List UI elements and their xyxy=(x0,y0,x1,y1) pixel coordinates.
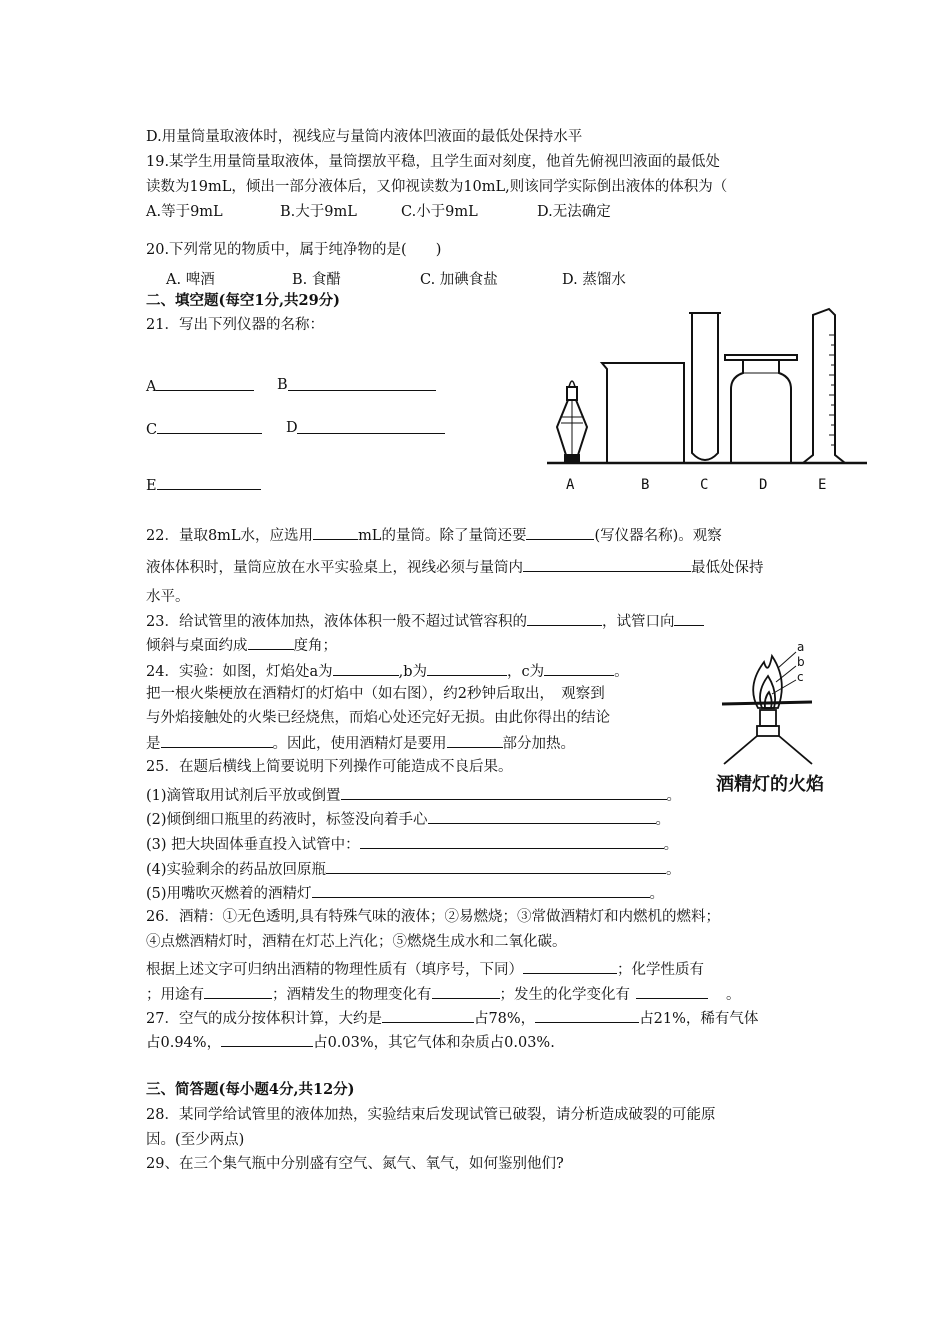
q27-line1 xyxy=(146,1007,758,1029)
q19-option-a: A.等于9mL xyxy=(146,204,223,220)
q24-line3: 与外焰接触处的火柴已经烧焦，而焰心处还完好无损。由此你得出的结论 xyxy=(146,710,610,726)
q29: 29、在三个集气瓶中分别盛有空气、氮气、氧气，如何鉴别他们? xyxy=(146,1156,564,1172)
flame-label-a: a xyxy=(797,640,805,654)
q22-text-3: (写仪器名称)。观察 xyxy=(594,528,722,544)
q26-text-3: ；用途有 xyxy=(146,987,204,1003)
flame-label-c: c xyxy=(797,670,804,684)
section-2-heading: 二、填空题(每空1分,共29分) xyxy=(146,292,341,309)
q27-text-5: 占0.03%，其它气体和杂质占0.03%. xyxy=(313,1035,555,1051)
q26-text-5: ；发生的化学变化有 xyxy=(499,987,630,1003)
flame-caption: 酒精灯的火焰 xyxy=(716,774,824,795)
q26-blank-physical[interactable] xyxy=(523,958,617,974)
q23-blank-direction[interactable] xyxy=(674,610,704,626)
figure-label-c: C xyxy=(700,477,709,493)
q21-blank-row1 xyxy=(146,375,288,397)
q25-blank-3[interactable] xyxy=(360,833,664,849)
q19-line2: 读数为19mL，倾出一部分液体后，又仰视读数为10mL,则该同学实际倒出液体的体积为（ xyxy=(146,179,728,195)
q25-item-5-end: 。 xyxy=(649,886,665,902)
q21-blank-c[interactable] xyxy=(157,418,262,434)
q21-blank-a-label: A xyxy=(146,379,157,395)
figure-label-d: D xyxy=(759,477,768,493)
figure-label-e: E xyxy=(818,477,827,493)
q24-blank-conclusion[interactable] xyxy=(161,732,273,748)
q26-blank-use[interactable] xyxy=(204,983,272,999)
q24-text-2: ,b为 xyxy=(398,664,428,680)
q27-blank-co2[interactable] xyxy=(221,1031,313,1047)
q19-option-b: B.大于9mL xyxy=(280,204,357,220)
q24-text-5: 是 xyxy=(146,736,161,752)
q22-blank-volume[interactable] xyxy=(313,524,358,540)
figure-label-a: A xyxy=(566,477,575,493)
q25-item-4 xyxy=(146,858,681,880)
q27-blank-nitrogen[interactable] xyxy=(382,1007,474,1023)
q25-blank-1[interactable] xyxy=(341,784,667,800)
lab-instruments-figure xyxy=(535,305,870,495)
q21-blank-row3 xyxy=(146,474,261,496)
q21-blank-e-label: E xyxy=(146,478,157,494)
q25-blank-4[interactable] xyxy=(326,858,666,874)
q21-blank-d[interactable] xyxy=(297,418,445,434)
q25-item-4-end: 。 xyxy=(666,862,681,878)
q21-blank-a[interactable] xyxy=(156,375,254,391)
q23-text-3: 倾斜与桌面约成 xyxy=(146,638,248,654)
q20-stem: 20.下列常见的物质中，属于纯净物的是( ) xyxy=(146,242,442,258)
q26-line3 xyxy=(146,958,704,980)
q27-line2 xyxy=(146,1031,555,1053)
q25-item-1-end: 。 xyxy=(666,788,682,804)
q24-blank-c[interactable] xyxy=(544,660,614,676)
beaker-drawing xyxy=(602,363,684,463)
q25-item-5-text: (5)用嘴吹灭燃着的酒精灯 xyxy=(146,886,312,902)
alcohol-lamp-flame-figure xyxy=(712,636,832,766)
q20-option-c: C. 加碘食盐 xyxy=(420,272,498,288)
q21-blank-b[interactable] xyxy=(288,375,436,391)
q22-line2 xyxy=(146,556,764,578)
q20-option-b: B. 食醋 xyxy=(292,272,341,288)
gas-jar-drawing xyxy=(725,355,797,463)
q26-blank-physical-change[interactable] xyxy=(432,983,500,999)
q26-text-6: 。 xyxy=(726,987,741,1003)
q22-line1 xyxy=(146,524,722,546)
q22-text-1: 22．量取8mL水，应选用 xyxy=(146,528,314,544)
q27-text-1: 27．空气的成分按体积计算，大约是 xyxy=(146,1011,382,1027)
q26-blank-chemical-change[interactable] xyxy=(636,983,708,999)
q23-line1 xyxy=(146,610,704,632)
q19-option-c: C.小于9mL xyxy=(401,204,478,220)
q28-line1: 28．某同学给试管里的液体加热，实验结束后发现试管已破裂，请分析造成破裂的可能原 xyxy=(146,1107,716,1123)
q25-item-2 xyxy=(146,808,670,830)
q27-text-4: 占0.94%， xyxy=(146,1035,222,1051)
q26-text-2: ；化学性质有 xyxy=(617,962,704,978)
q26-text-1: 根据上述文字可归纳出酒精的物理性质有（填序号，下同） xyxy=(146,962,523,978)
q23-blank-angle[interactable] xyxy=(248,634,294,650)
q27-text-3: 占21%，稀有气体 xyxy=(639,1011,759,1027)
q26-line4 xyxy=(146,983,741,1005)
flame-label-b: b xyxy=(797,655,805,669)
q21-blank-row2 xyxy=(146,418,298,440)
q23-line2 xyxy=(146,634,337,656)
q19-line1: 19.某学生用量筒量取液体，量筒摆放平稳，且学生面对刻度，他首先俯视凹液面的最低处 xyxy=(146,154,721,170)
q24-line1 xyxy=(146,660,629,682)
q22-blank-meniscus[interactable] xyxy=(523,556,691,572)
q22-text-4: 液体体积时，量筒应放在水平实验桌上，视线必须与量筒内 xyxy=(146,560,523,576)
q26-line2: ④点燃酒精灯时，酒精在灯芯上汽化；⑤燃烧生成水和二氧化碳。 xyxy=(146,934,567,950)
q27-blank-oxygen[interactable] xyxy=(535,1007,639,1023)
q25-item-2-end: 。 xyxy=(655,812,671,828)
q24-line4 xyxy=(146,732,575,754)
q23-blank-fraction[interactable] xyxy=(527,610,602,626)
q21-stem: 21．写出下列仪器的名称： xyxy=(146,317,324,333)
q24-text-1: 24．实验：如图，灯焰处a为 xyxy=(146,664,333,680)
q24-text-7: 部分加热。 xyxy=(502,736,575,752)
q20-option-a: A. 啤酒 xyxy=(166,272,215,288)
q24-text-4: 。 xyxy=(614,664,629,680)
q26-line1: 26．酒精：①无色透明,具有特殊气味的液体；②易燃烧；③常做酒精灯和内燃机的燃料； xyxy=(146,909,721,925)
q24-blank-a[interactable] xyxy=(333,660,399,676)
alcohol-lamp-drawing xyxy=(557,381,587,463)
q22-blank-instrument[interactable] xyxy=(526,524,594,540)
q24-text-3: ，c为 xyxy=(507,664,545,680)
q23-text-2: ，试管口向 xyxy=(601,614,675,630)
q24-text-6: 。因此，使用酒精灯是要用 xyxy=(272,736,447,752)
q25-item-4-text: (4)实验剩余的药品放回原瓶 xyxy=(146,862,327,878)
q24-blank-b[interactable] xyxy=(427,660,507,676)
q24-line2: 把一根火柴梗放在酒精灯的灯焰中（如右图），约2秒钟后取出， 观察到 xyxy=(146,686,605,702)
q25-blank-5[interactable] xyxy=(312,882,650,898)
q28-line2: 因。(至少两点) xyxy=(146,1132,245,1148)
q19-option-d: D.无法确定 xyxy=(537,204,611,220)
q26-text-4: ；酒精发生的物理变化有 xyxy=(272,987,432,1003)
q25-item-3-end: 。 xyxy=(663,837,679,853)
q27-text-2: 占78%， xyxy=(473,1011,536,1027)
q21-blank-b-label: B xyxy=(277,377,288,393)
q25-blank-2[interactable] xyxy=(428,808,656,824)
q21-blank-e[interactable] xyxy=(157,474,261,490)
graduated-cylinder-drawing xyxy=(803,309,845,463)
q25-item-2-text: (2)倾倒细口瓶里的药液时，标签没向着手心 xyxy=(146,812,428,828)
q22-line3: 水平。 xyxy=(146,589,190,605)
q23-text-1: 23．给试管里的液体加热，液体体积一般不超过试管容积的 xyxy=(146,614,527,630)
test-tube-drawing xyxy=(689,313,721,460)
q25-item-3-text: (3) 把大块固体垂直投入试管中： xyxy=(146,837,360,853)
q25-item-5 xyxy=(146,882,664,904)
q25-item-3 xyxy=(146,833,678,855)
q25-item-1 xyxy=(146,784,681,806)
q21-blank-c-label: C xyxy=(146,422,158,438)
q18-option-d: D.用量筒量取液体时，视线应与量筒内液体凹液面的最低处保持水平 xyxy=(146,129,583,145)
q20-option-d: D. 蒸馏水 xyxy=(562,272,626,288)
q22-text-2: mL的量筒。除了量筒还要 xyxy=(358,528,527,544)
q22-text-5: 最低处保持 xyxy=(691,560,764,576)
q21-blank-d-label: D xyxy=(286,420,298,436)
q25-item-1-text: (1)滴管取用试剂后平放或倒置 xyxy=(146,788,341,804)
figure-label-b: B xyxy=(641,477,650,493)
q25-stem: 25．在题后横线上简要说明下列操作可能造成不良后果。 xyxy=(146,759,513,775)
section-3-heading: 三、简答题(每小题4分,共12分) xyxy=(146,1081,355,1098)
q24-blank-part[interactable] xyxy=(447,732,503,748)
q23-text-4: 度角； xyxy=(293,638,337,654)
